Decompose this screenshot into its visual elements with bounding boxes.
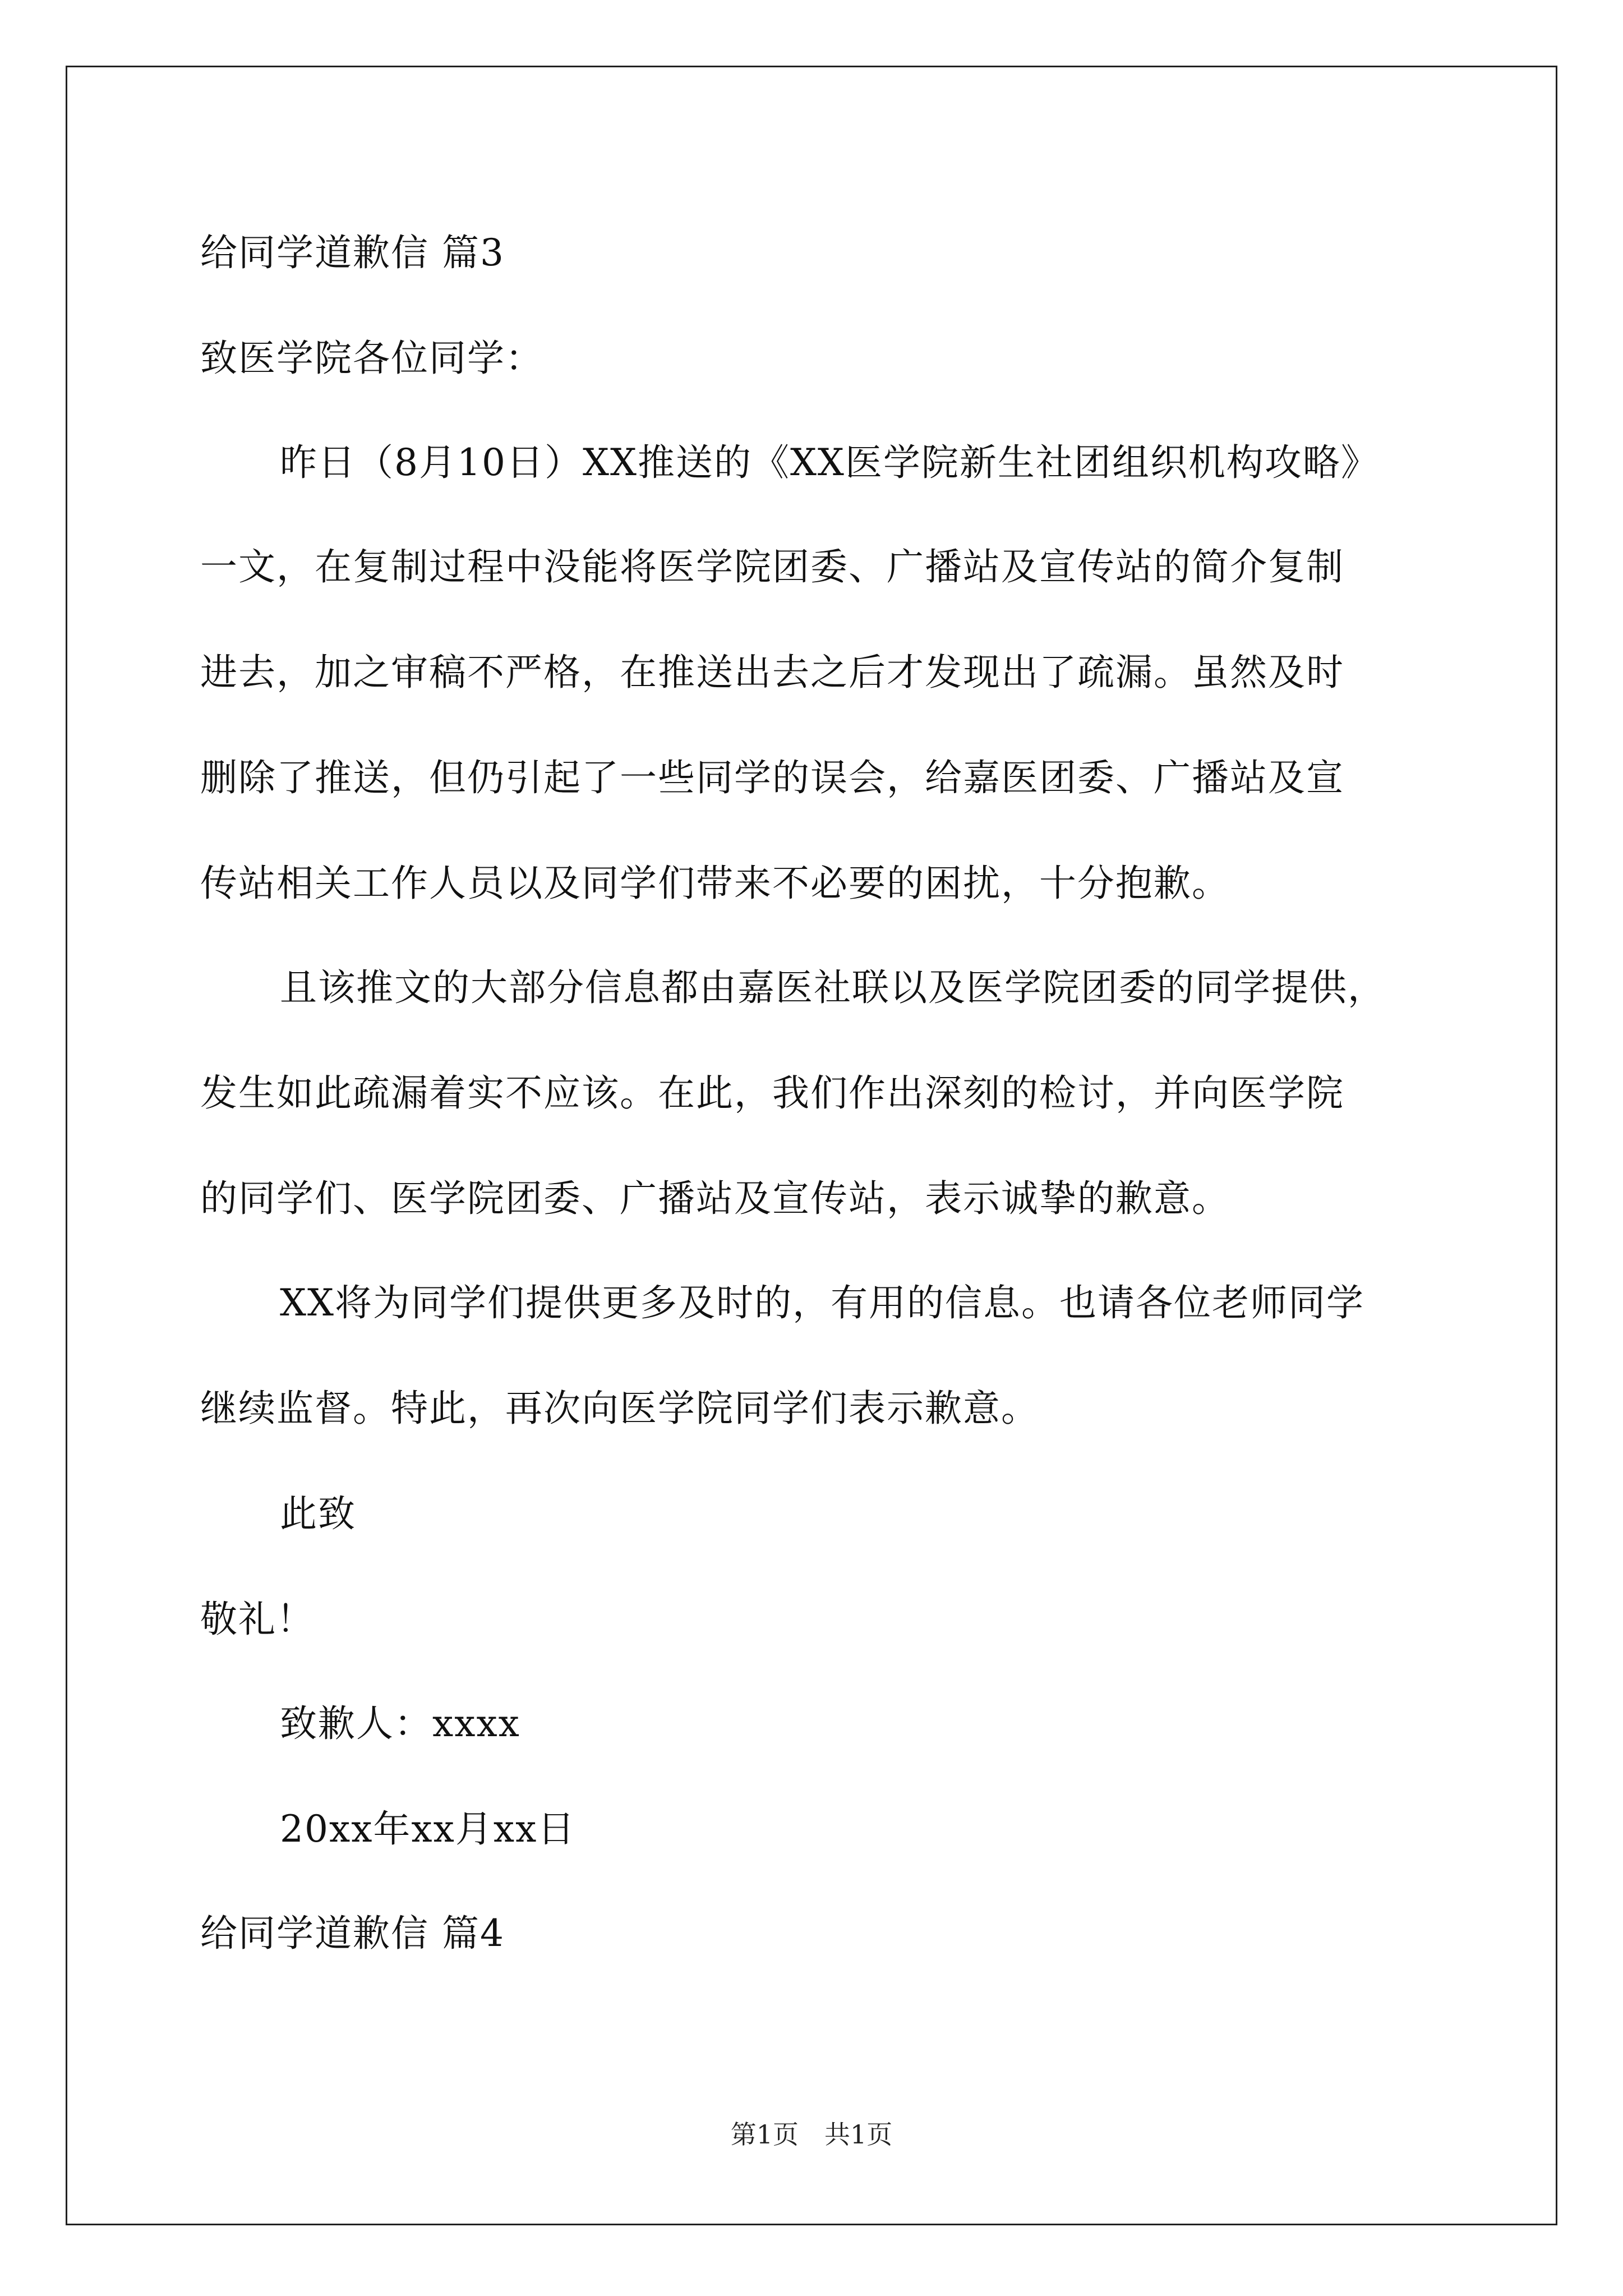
body-line: 继续监督。特此，再次向医学院同学们表示歉意。 (200, 1387, 1039, 1430)
page-border (66, 66, 1557, 2225)
body-line: 的同学们、医学院团委、广播站及宣传站，表示诚挚的歉意。 (200, 1177, 1230, 1220)
page-number-footer: 第1页 共1页 (730, 2119, 893, 2150)
section-heading-4: 给同学道歉信 篇4 (200, 1912, 505, 1955)
closing-phrase: 此致 (280, 1492, 356, 1535)
salutation: 致医学院各位同学： (200, 337, 543, 380)
body-line: 昨日（8月10日）XX推送的《XX医学院新生社团组织机构攻略》 (280, 441, 1379, 484)
section-heading-3: 给同学道歉信 篇3 (200, 231, 505, 274)
body-line: 删除了推送，但仍引起了一些同学的误会，给嘉医团委、广播站及宣 (200, 756, 1344, 799)
date: 20xx年xx月xx日 (280, 1807, 576, 1851)
body-line: 一文，在复制过程中没能将医学院团委、广播站及宣传站的简介复制 (200, 545, 1344, 588)
body-line: 进去，加之审稿不严格，在推送出去之后才发现出了疏漏。虽然及时 (200, 651, 1344, 694)
body-line: 且该推文的大部分信息都由嘉医社联以及医学院团委的同学提供， (280, 966, 1386, 1009)
signature: 致歉人：xxxx (280, 1702, 520, 1745)
closing-salute: 敬礼！ (200, 1598, 315, 1641)
body-line: 发生如此疏漏着实不应该。在此，我们作出深刻的检讨，并向医学院 (200, 1071, 1344, 1115)
body-line: 传站相关工作人员以及同学们带来不必要的困扰，十分抱歉。 (200, 862, 1230, 905)
body-line: XX将为同学们提供更多及时的，有用的信息。也请各位老师同学 (280, 1281, 1364, 1324)
